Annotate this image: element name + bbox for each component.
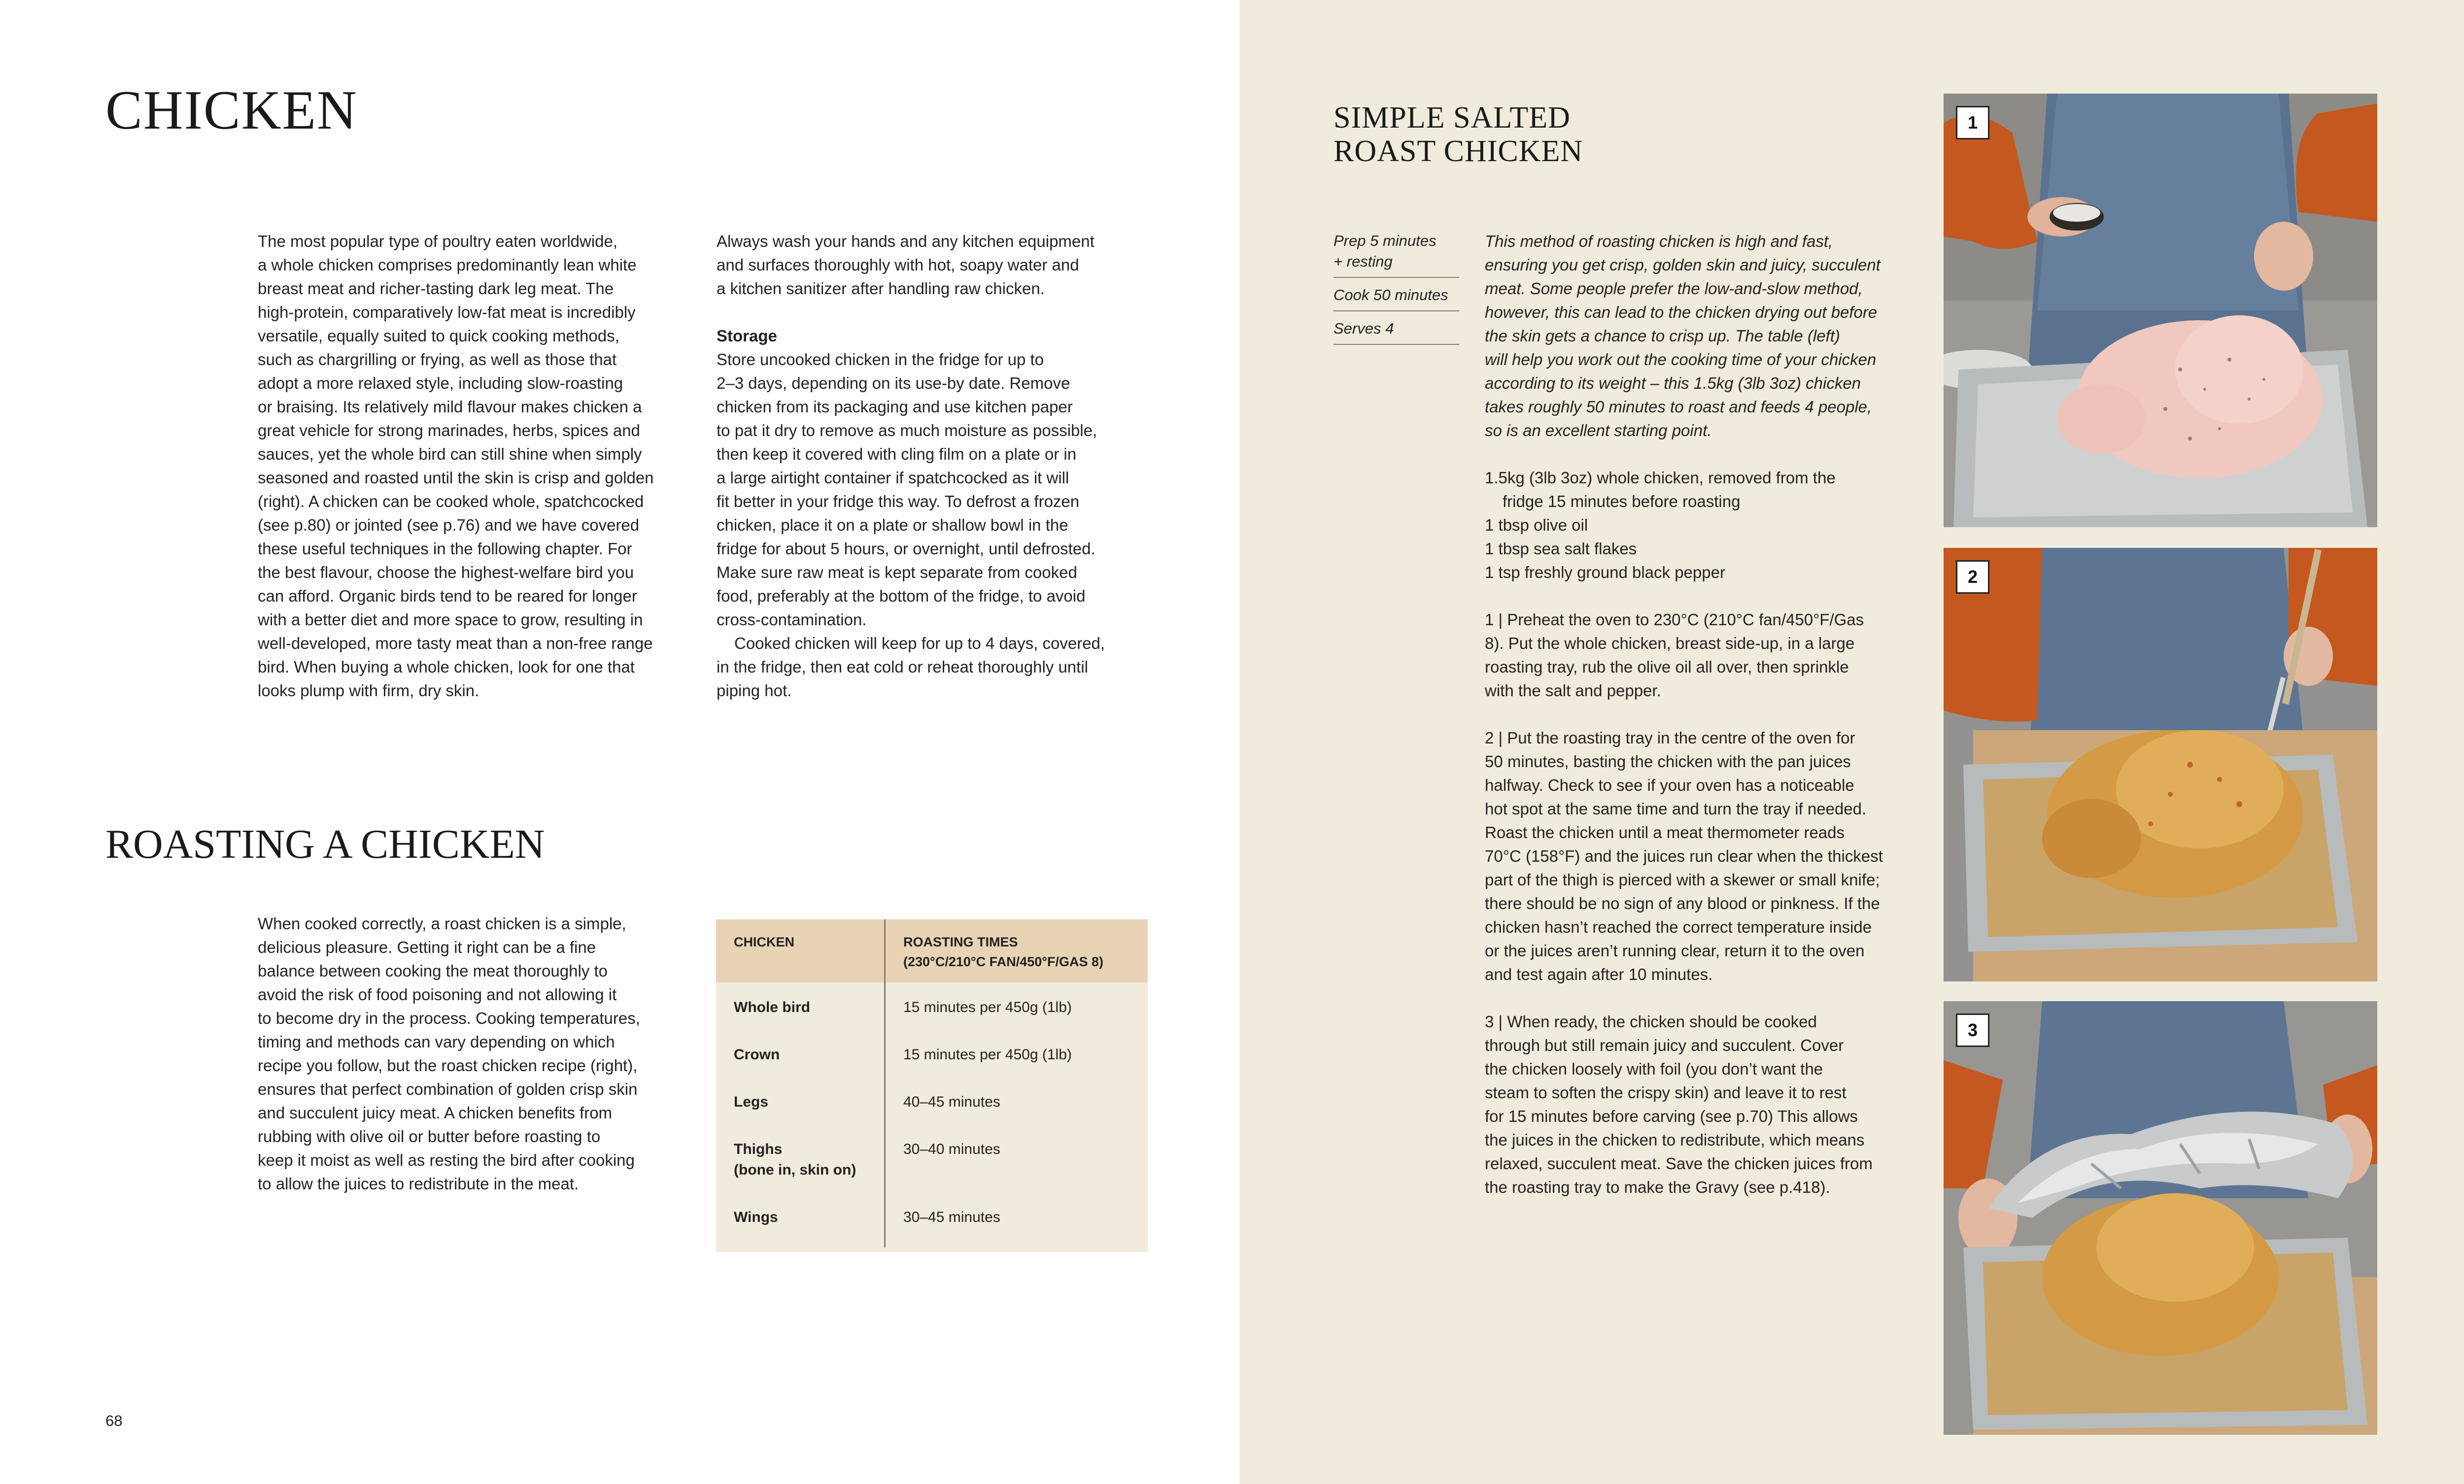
ingredient-item: 1 tbsp sea salt flakes	[1485, 540, 1637, 558]
foil-covered-chicken-photo	[1944, 1001, 2377, 1435]
intro-column	[258, 230, 691, 703]
step-number-badge: 1	[1956, 106, 1989, 139]
ingredient-item: 1 tbsp olive oil	[1485, 516, 1588, 534]
step-number-badge: 3	[1956, 1013, 1989, 1047]
step-photo	[1944, 94, 2377, 527]
storage-paragraph: Store uncooked chicken in the fridge for up to 2–3 days, depending on its use-by date. Remove chicken from its packaging and use kitchen paper to pat it dry to remove as much moisture as possible, then keep it covered with cling film on a plate or in a large airtight container if spatchcocked as it will fit better in your fridge this way. To defrost a frozen chicken, place it on a plate or shallow bowl in the fridge for about 5 hours, or overnight, until defrosted. Make sure raw meat is kept separate from cooked food, preferably at the bottom of the fridge, to avoid cross-contamination.	[717, 350, 1097, 629]
intro-paragraph: The most popular type of poultry eaten worldwide, a whole chicken comprises predominantly lean white breast meat and richer-tasting dark leg meat. The high-protein, comparatively low-fat meat is incredibly versatile, equally suited to quick cooking methods, such as chargrilling or frying, as well as those that adopt a more relaxed style, including slow-roasting or braising. Its relatively mild flavour makes chicken a great vehicle for strong marinades, herbs, spices and sauces, yet the whole bird can still shine when simply seasoned and roasted until the skin is crisp and golden (right). A chicken can be cooked whole, spatchcocked (see p.80) or jointed (see p.76) and we have covered these useful techniques in the following chapter. For the best flavour, choose the highest-welfare bird you can afford. Organic birds tend to be reared for longer with a better diet and more space to grow, resulting in well-developed, more tasty meat than a non-free range bird. When buying a whole chicken, look for one that looks plump with firm, dry skin.	[258, 232, 654, 700]
table-row	[716, 1030, 1148, 1077]
table-cell-time: 40–45 minutes	[903, 1094, 1000, 1110]
recipe-title: SIMPLE SALTED ROAST CHICKEN	[1334, 101, 1583, 168]
method-step: 1 | Preheat the oven to 230°C (210°C fan/450°F/Gas 8). Put the whole chicken, breast side-up, in a large roasting tray, rub the olive oil all over, then sprinkle with the salt and pepper.	[1485, 610, 1864, 700]
table-row	[716, 1124, 1148, 1192]
table-cell-time: 30–45 minutes	[903, 1209, 1000, 1225]
roasting-paragraph: When cooked correctly, a roast chicken is a simple, delicious pleasure. Getting it right can be a fine balance between cooking the meat thoroughly to avoid the risk of food poisoning and not allowing it to become dry in the process. Cooking temperatures, timing and methods can vary depending on which recipe you follow, but the roast chicken recipe (right), ensures that perfect combination of golden crisp skin and succulent juicy meat. A chicken benefits from rubbing with olive oil or butter before roasting to keep it moist as well as resting the bird after cooking to allow the juices to redistribute in the meat.	[258, 914, 640, 1193]
ingredient-item: 1.5kg (3lb 3oz) whole chicken, removed from the fridge 15 minutes before roasting	[1485, 469, 1836, 510]
recipe-column	[1485, 230, 1918, 1199]
table-cell-cut: Whole bird	[716, 982, 885, 1030]
page-title: CHICKEN	[105, 80, 358, 141]
table-cell-cut: Legs	[716, 1077, 885, 1124]
table-header-row	[716, 919, 1148, 982]
step-photo	[1944, 1001, 2377, 1435]
table-cell-cut: Wings	[716, 1192, 885, 1248]
cooked-storage-paragraph: Cooked chicken will keep for up to 4 days, covered, in the fridge, then eat cold or reheat thoroughly until piping hot.	[717, 634, 1105, 700]
storage-heading: Storage	[717, 327, 777, 345]
table-row	[716, 1192, 1148, 1248]
roasted-chicken-photo	[1944, 548, 2377, 981]
method-step: 2 | Put the roasting tray in the centre of the oven for 50 minutes, basting the chicken with the pan juices halfway. Check to see if your oven has a noticeable hot spot at the same time and turn the tray if needed. Roast the chicken until a meat thermometer reads 70°C (158°F) and the juices run clear when the thickest part of the thigh is pierced with a skewer or small knife; there should be no sign of any blood or pinkness. If the chicken hasn’t reached the correct temperature inside or the juices aren’t running clear, return it to the oven and test again after 10 minutes.	[1485, 729, 1883, 983]
section-title: ROASTING A CHICKEN	[105, 821, 545, 867]
cook-time: Cook 50 minutes	[1334, 285, 1459, 311]
roasting-intro-column	[258, 912, 691, 1196]
table-row	[716, 1077, 1148, 1124]
recipe-intro: This method of roasting chicken is high and fast, ensuring you get crisp, golden skin and juicy, succulent meat. Some people prefer the low-and-slow method, however, this can lead to the chicken drying out before the skin gets a chance to crisp up. The table (left) will help you work out the cooking time of your chicken according to its weight – this 1.5kg (3lb 3oz) chicken takes roughly 50 minutes to roast and feeds 4 people, so is an excellent starting point.	[1485, 232, 1881, 439]
page-number: 68	[105, 1412, 123, 1429]
table-row	[716, 982, 1148, 1030]
hygiene-paragraph: Always wash your hands and any kitchen equipment and surfaces thoroughly with hot, soapy water and a kitchen sanitizer after handling raw chicken.	[717, 232, 1095, 298]
table-cell-cut: Thighs (bone in, skin on)	[716, 1124, 885, 1192]
table-cell-cut: Crown	[716, 1030, 885, 1077]
table-header-time: ROASTING TIMES (230°C/210°C FAN/450°F/GAS 8)	[885, 919, 1148, 982]
table-header-cut: CHICKEN	[716, 919, 885, 982]
step-photo	[1944, 548, 2377, 981]
servings: Serves 4	[1334, 318, 1459, 345]
raw-chicken-photo	[1944, 94, 2377, 527]
roasting-times-table	[716, 919, 1148, 1252]
step-number-badge: 2	[1956, 560, 1989, 594]
recipe-meta	[1334, 231, 1459, 352]
hygiene-storage-column	[717, 230, 1150, 703]
table-cell-time: 30–40 minutes	[903, 1141, 1000, 1157]
method-step: 3 | When ready, the chicken should be cooked through but still remain juicy and succulent. Cover the chicken loosely with foil (you don’t want the steam to soften the crispy skin) and leave it to rest for 15 minutes before carving (see p.70) This allows the juices in the chicken to redistribute, which means relaxed, succulent meat. Save the chicken juices from the roasting tray to make the Gravy (see p.418).	[1485, 1012, 1873, 1196]
table-cell-time: 15 minutes per 450g (1lb)	[903, 1046, 1072, 1063]
prep-time: Prep 5 minutes + resting	[1334, 231, 1459, 278]
table-cell-time: 15 minutes per 450g (1lb)	[903, 999, 1072, 1015]
ingredient-item: 1 tsp freshly ground black pepper	[1485, 563, 1725, 581]
